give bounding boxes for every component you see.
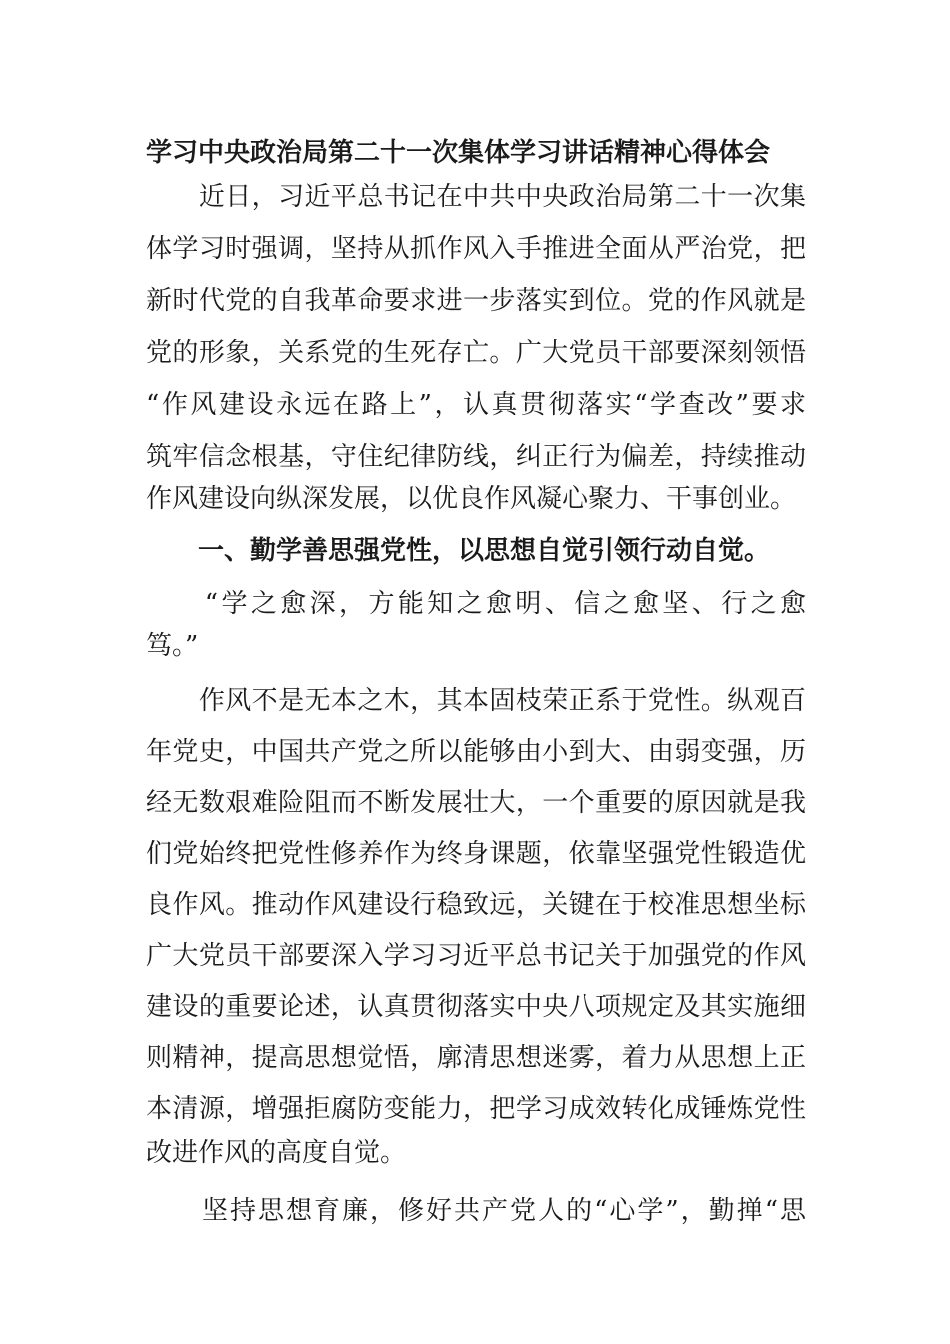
text-line: 建设的重要论述，认真贯彻落实中央八项规定及其实施细 — [146, 992, 806, 1022]
text-line: 广大党员干部要深入学习习近平总书记关于加强党的作风 — [146, 941, 806, 971]
text-line: 本清源，增强拒腐防变能力，把学习成效转化成锤炼党性 — [146, 1094, 806, 1124]
quote-line: 笃。” — [146, 631, 199, 661]
text-line: 则精神，提高思想觉悟，廓清思想迷雾，着力从思想上正 — [146, 1043, 806, 1073]
text-line: 改进作风的高度自觉。 — [146, 1138, 407, 1168]
text-line: 作风建设向纵深发展，以优良作风凝心聚力、干事创业。 — [146, 484, 797, 514]
text-line: 筑牢信念根基，守住纪律防线，纠正行为偏差，持续推动 — [146, 442, 806, 472]
text-line: 们党始终把党性修养作为终身课题，依靠坚强党性锻造优 — [146, 839, 806, 869]
text-line: 新时代党的自我革命要求进一步落实到位。党的作风就是 — [146, 286, 806, 316]
section-heading: 一、勤学善思强党性，以思想自觉引领行动自觉。 — [146, 536, 771, 566]
text-line: 坚持思想育廉，修好共产党人的“心学”，勤掸“思 — [146, 1196, 806, 1226]
text-line: 经无数艰难险阻而不断发展壮大，一个重要的原因就是我 — [146, 788, 806, 818]
text-line: 良作风。推动作风建设行稳致远，关键在于校准思想坐标 — [146, 890, 806, 920]
document-title: 学习中央政治局第二十一次集体学习讲话精神心得体会 — [146, 138, 771, 168]
text-line: “作风建设永远在路上”，认真贯彻落实“学查改”要求 — [146, 390, 806, 420]
text-line: 年党史，中国共产党之所以能够由小到大、由弱变强，历 — [146, 737, 806, 767]
text-line: 党的形象，关系党的生死存亡。广大党员干部要深刻领悟 — [146, 338, 806, 368]
quote-line: “学之愈深，方能知之愈明、信之愈坚、行之愈 — [146, 589, 806, 619]
text-line: 作风不是无本之木，其本固枝荣正系于党性。纵观百 — [146, 686, 806, 716]
text-line: 体学习时强调，坚持从抓作风入手推进全面从严治党，把 — [146, 234, 806, 264]
text-line: 近日，习近平总书记在中共中央政治局第二十一次集 — [146, 182, 806, 212]
